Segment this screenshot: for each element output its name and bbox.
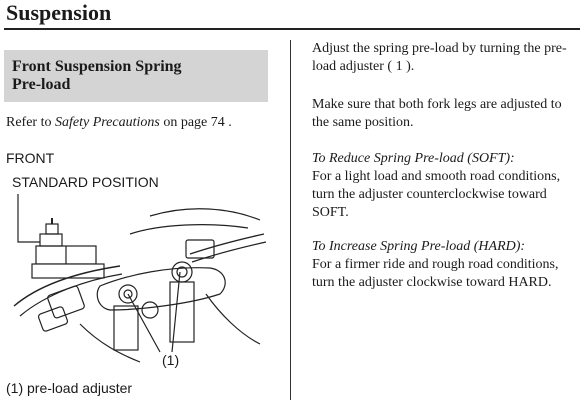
instruction-adjust: Adjust the spring pre-load by turning the pre-load adjuster ( 1 ). [312,41,567,74]
column-divider [290,40,291,400]
increase-body: For a firmer ride and rough road conditions, turn the adjuster clockwise toward HARD. [312,257,559,290]
figure-callout-1: (1) [162,352,180,368]
reduce-body: For a light load and smooth road conditions, turn the adjuster counterclockwise toward SOFT. [312,169,561,220]
reference-prefix: Refer to [6,115,52,130]
section-title [12,58,268,94]
reference-link[interactable]: Safety Precautions [54,115,160,130]
figure-label-front: FRONT [6,150,55,166]
instruction-ensure: Make sure that both fork legs are adjusted to the same position. [312,97,562,130]
increase-heading: To Increase Spring Pre-load (HARD): [312,239,526,254]
section-title-line2: Pre-load [12,76,71,93]
reduce-heading: To Reduce Spring Pre-load (SOFT): [312,151,515,166]
section-title-line1: Front Suspension Spring [12,58,182,75]
reference-suffix: on page 74 . [163,115,232,130]
page-title: Suspension [6,0,112,25]
heading-rule [4,28,580,30]
instruction-reduce [312,150,578,222]
section-heading-box [4,50,268,102]
figure-label-standard-position: STANDARD POSITION [12,174,159,190]
instruction-increase [312,238,578,292]
figure-caption: (1) pre-load adjuster [6,380,133,396]
reference-line [6,114,232,132]
front-fork-illustration [10,194,268,372]
